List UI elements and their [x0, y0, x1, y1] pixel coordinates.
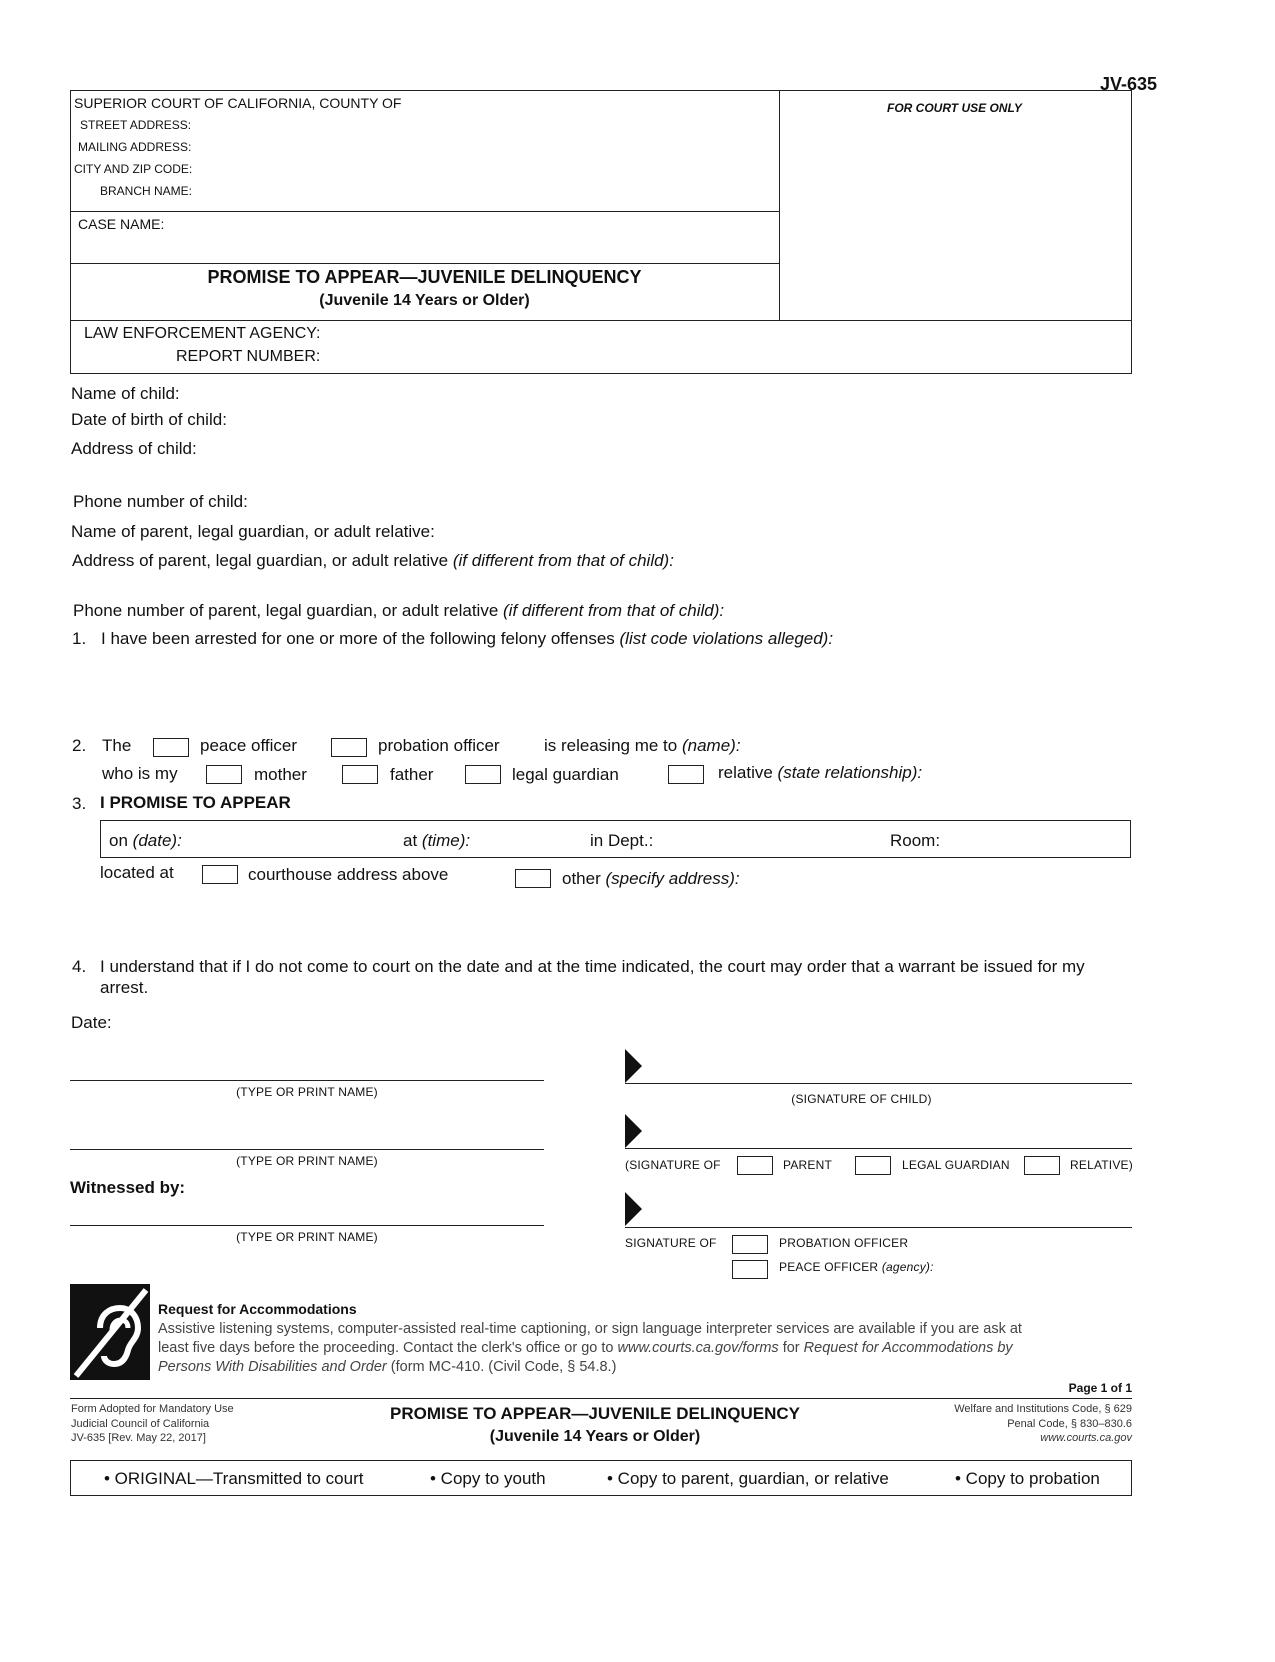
relative-checkbox[interactable] [668, 765, 704, 784]
footer-title: PROMISE TO APPEAR—JUVENILE DELINQUENCY [390, 1404, 800, 1423]
signature-of-child-label: (SIGNATURE OF CHILD) [791, 1092, 932, 1106]
courts-forms-link[interactable]: www.courts.ca.gov/forms [617, 1340, 779, 1356]
child-phone-label: Phone number of child: [73, 492, 248, 511]
at-time-label: at (time): [403, 831, 471, 850]
dept-label: in Dept.: [590, 831, 654, 850]
branch-name-label: BRANCH NAME: [100, 184, 193, 198]
father-label: father [390, 765, 434, 784]
sig-probation-officer-label: PROBATION OFFICER [779, 1236, 909, 1250]
distribution-youth: • Copy to youth [430, 1469, 546, 1488]
item1-num: 1. [72, 629, 87, 648]
parent-name-label: Name of parent, legal guardian, or adult relative: [71, 522, 435, 541]
type-print-name-2: (TYPE OR PRINT NAME) [236, 1154, 378, 1168]
other-address-label: other (specify address): [562, 869, 740, 888]
legal-guardian-label: legal guardian [512, 765, 619, 784]
courthouse-checkbox[interactable] [202, 865, 238, 884]
sig-relative-label: RELATIVE) [1070, 1158, 1133, 1172]
sig-parent-label: PARENT [783, 1158, 832, 1172]
sig-legal-guardian-label: LEGAL GUARDIAN [902, 1158, 1010, 1172]
parent-phone-label: Phone number of parent, legal guardian, or adult relative (if different from that of child): [73, 601, 725, 620]
print-name-line-3 [70, 1225, 544, 1226]
promise-heading: I PROMISE TO APPEAR [100, 793, 291, 812]
court-use-label: FOR COURT USE ONLY [887, 101, 1022, 115]
distribution-parent: • Copy to parent, guardian, or relative [607, 1469, 889, 1488]
legal-codes: Welfare and Institutions Code, § 629 Penal Code, § 830–830.6 www.courts.ca.gov [882, 1402, 1132, 1446]
probation-officer-label: probation officer [378, 736, 500, 755]
officer-signature-line[interactable] [625, 1227, 1132, 1228]
mother-label: mother [254, 765, 307, 784]
peace-officer-label: peace officer [200, 736, 298, 755]
child-address-label: Address of child: [71, 439, 197, 458]
item4-line2: arrest. [100, 978, 149, 997]
court-label: SUPERIOR COURT OF CALIFORNIA, COUNTY OF [74, 95, 402, 111]
signature-of-officer-label: SIGNATURE OF [625, 1236, 717, 1250]
print-name-line-1 [70, 1080, 544, 1081]
child-name-label: Name of child: [71, 384, 180, 403]
signature-of-label: (SIGNATURE OF [625, 1158, 721, 1172]
signature-arrow-icon [625, 1049, 642, 1083]
legal-guardian-checkbox[interactable] [465, 765, 501, 784]
child-signature-line[interactable] [625, 1083, 1132, 1084]
item3-num: 3. [72, 794, 87, 813]
signature-arrow-icon [625, 1192, 642, 1226]
parent-signature-line[interactable] [625, 1148, 1132, 1149]
form-adoption-info: Form Adopted for Mandatory Use Judicial Council of California JV-635 [Rev. May 22, 2017] [71, 1403, 234, 1444]
mother-checkbox[interactable] [206, 765, 242, 784]
footer-subtitle: (Juvenile 14 Years or Older) [489, 1428, 701, 1445]
item2-the: The [102, 736, 132, 755]
child-dob-label: Date of birth of child: [71, 410, 227, 429]
street-address-label: STREET ADDRESS: [80, 118, 192, 132]
item2-num: 2. [72, 736, 87, 755]
report-number-label: REPORT NUMBER: [176, 348, 321, 365]
mailing-address-label: MAILING ADDRESS: [78, 140, 192, 154]
relative-label: relative (state relationship): [718, 763, 923, 782]
sig-peace-officer-checkbox[interactable] [732, 1260, 768, 1279]
courts-website-link[interactable]: www.courts.ca.gov [1040, 1432, 1132, 1444]
form-title: PROMISE TO APPEAR—JUVENILE DELINQUENCY [207, 267, 642, 287]
case-name-label: CASE NAME: [78, 216, 165, 232]
peace-officer-checkbox[interactable] [153, 738, 189, 757]
page-number: Page 1 of 1 [1068, 1381, 1132, 1395]
form-number: JV-635 [1100, 74, 1158, 94]
located-at-label: located at [100, 863, 174, 882]
item4-num: 4. [72, 957, 87, 976]
room-label: Room: [890, 831, 941, 850]
city-zip-label: CITY AND ZIP CODE: [74, 162, 193, 176]
who-is-my-label: who is my [102, 764, 178, 783]
signature-arrow-icon [625, 1114, 642, 1148]
distribution-original: • ORIGINAL—Transmitted to court [104, 1469, 364, 1488]
accommodations-text: Assistive listening systems, computer-assisted real-time captioning, or sign language interpreter services are available if you are ask at least five days before the proceeding. Contact the clerk's office or go to www.courts.ca.gov/forms for Request for Accommodations by Persons With Disabilities and Order (form MC-410. (Civil Code, § 54.8.) [158, 1321, 1022, 1375]
on-date-label: on (date): [109, 831, 182, 850]
distribution-probation: • Copy to probation [955, 1469, 1100, 1488]
type-print-name-3: (TYPE OR PRINT NAME) [236, 1230, 378, 1244]
print-name-line-2 [70, 1149, 544, 1150]
sig-legal-guardian-checkbox[interactable] [855, 1156, 891, 1175]
other-address-checkbox[interactable] [515, 869, 551, 888]
sig-parent-checkbox[interactable] [737, 1156, 773, 1175]
father-checkbox[interactable] [342, 765, 378, 784]
form-subtitle: (Juvenile 14 Years or Older) [319, 292, 530, 309]
agency-label: LAW ENFORCEMENT AGENCY: [84, 325, 321, 342]
sig-peace-officer-label: PEACE OFFICER (agency): [779, 1260, 934, 1274]
sig-probation-officer-checkbox[interactable] [732, 1235, 768, 1254]
item1-text: I have been arrested for one or more of the following felony offenses (list code violations alleged): [101, 629, 834, 648]
sig-relative-checkbox[interactable] [1024, 1156, 1060, 1175]
parent-address-label: Address of parent, legal guardian, or adult relative (if different from that of child): [72, 551, 674, 570]
item4-line1: I understand that if I do not come to court on the date and at the time indicated, the court may order that a warrant be issued for my [100, 957, 1085, 976]
releasing-label: is releasing me to (name): [544, 736, 741, 755]
type-print-name-1: (TYPE OR PRINT NAME) [236, 1085, 378, 1099]
date-label: Date: [71, 1013, 112, 1032]
probation-officer-checkbox[interactable] [331, 738, 367, 757]
courthouse-label: courthouse address above [248, 865, 449, 884]
hearing-assistance-icon [70, 1284, 150, 1380]
accommodations-title: Request for Accommodations [158, 1301, 357, 1317]
witnessed-by-label: Witnessed by: [70, 1178, 186, 1197]
